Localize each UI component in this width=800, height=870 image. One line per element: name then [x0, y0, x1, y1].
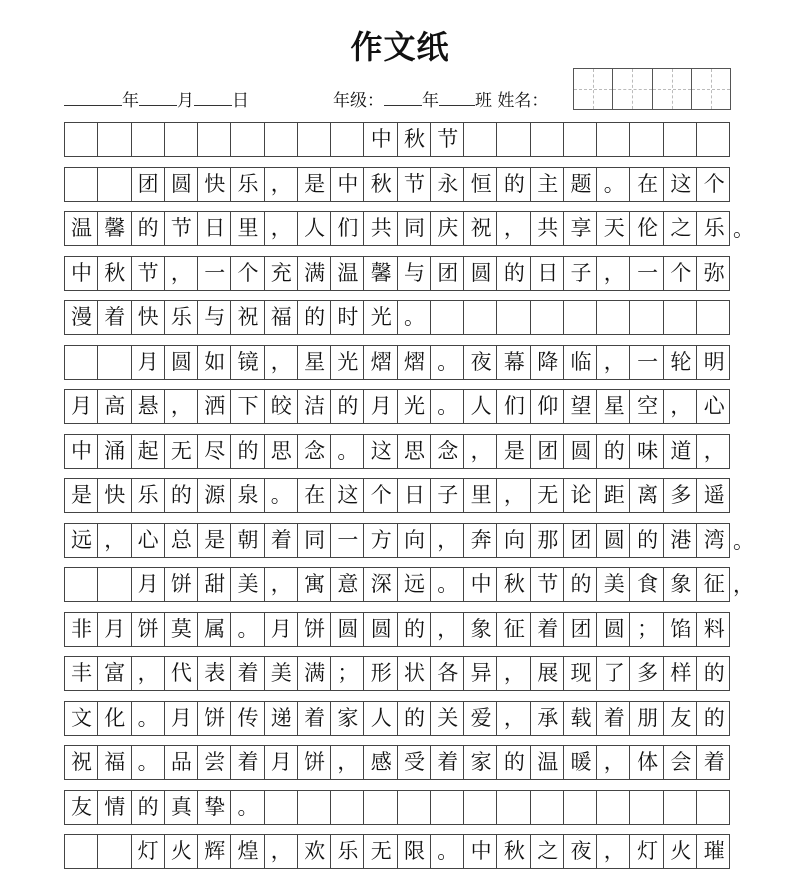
grid-row — [64, 612, 737, 647]
row-text: 温馨的节日里，人们共同庆祝，共享天伦之乐 — [71, 216, 737, 240]
year-blank[interactable] — [64, 87, 122, 106]
row-text: 非月饼莫属。月饼圆圆的，象征着团圆；馅料 — [71, 616, 737, 641]
name-box[interactable] — [573, 68, 731, 110]
month-blank[interactable] — [139, 87, 177, 106]
grade-label: 年级： — [333, 91, 384, 111]
page-title: 作文纸 — [350, 28, 450, 66]
date-line — [64, 86, 249, 111]
grid-row — [64, 745, 737, 780]
grid-row — [64, 434, 737, 469]
overflow-punctuation: 。 — [733, 217, 754, 241]
grid-row — [64, 656, 737, 691]
name-cell[interactable] — [574, 69, 613, 109]
grade-blank[interactable] — [384, 87, 422, 106]
row-text: 丰富，代表着美满；形状各异，展现了多样的 — [71, 661, 737, 685]
day-label: 日 — [232, 91, 249, 111]
row-text: 远，心总是朝着同一方向，奔向那团圆的港湾 — [71, 527, 737, 552]
row-text: 团圆快乐，是中秋节永恒的主题。在这个 — [71, 171, 737, 196]
class-line — [333, 86, 548, 111]
grid-row — [64, 389, 737, 424]
grid-row — [64, 300, 730, 335]
grid-row — [64, 256, 737, 291]
grid-row — [64, 167, 737, 202]
row-text: 月饼甜美，寓意深远。中秋节的美食象征 — [71, 572, 737, 596]
grid-row — [64, 834, 737, 869]
row-text: 中秋节，一个充满温馨与团圆的日子，一个弥 — [71, 260, 737, 285]
row-text: 中秋节 — [71, 127, 737, 151]
row-text: 月圆如镜，星光熠熠。夜幕降临，一轮明 — [71, 349, 737, 374]
grid-row — [64, 211, 754, 246]
row-text: 漫着快乐与祝福的时光。 — [71, 305, 727, 329]
grid-row — [64, 701, 737, 736]
grade-year-label: 年 — [422, 91, 439, 111]
name-cell[interactable] — [653, 69, 692, 109]
grid-row — [64, 790, 730, 825]
overflow-punctuation: ， — [733, 573, 754, 597]
grid-row — [64, 122, 737, 157]
name-cell[interactable] — [692, 69, 730, 109]
row-text: 中涌起无尽的思念。这思念，是团圆的味道， — [71, 438, 737, 463]
row-text: 友情的真挚。 — [71, 794, 727, 819]
overflow-punctuation: 。 — [733, 528, 754, 553]
row-text: 是快乐的源泉。在这个日子里，无论距离多遥 — [71, 483, 737, 507]
row-text: 祝福。品尝着月饼，感受着家的温暖，体会着 — [71, 750, 737, 774]
grid-row — [64, 345, 737, 380]
name-label: 姓名： — [497, 91, 549, 111]
row-text: 月高悬，洒下皎洁的月光。人们仰望星空，心 — [71, 394, 737, 418]
day-blank[interactable] — [194, 87, 232, 106]
class-blank[interactable] — [439, 87, 475, 106]
name-cell[interactable] — [613, 69, 652, 109]
grid-row — [64, 523, 754, 558]
grid-row — [64, 567, 754, 602]
month-label: 月 — [177, 91, 194, 111]
year-label: 年 — [122, 91, 139, 111]
class-label: 班 — [475, 91, 492, 111]
row-text: 文化。月饼传递着家人的关爱，承载着朋友的 — [71, 705, 737, 730]
row-text: 灯火辉煌，欢乐无限。中秋之夜，灯火璀 — [71, 839, 737, 863]
grid-row — [64, 478, 737, 513]
